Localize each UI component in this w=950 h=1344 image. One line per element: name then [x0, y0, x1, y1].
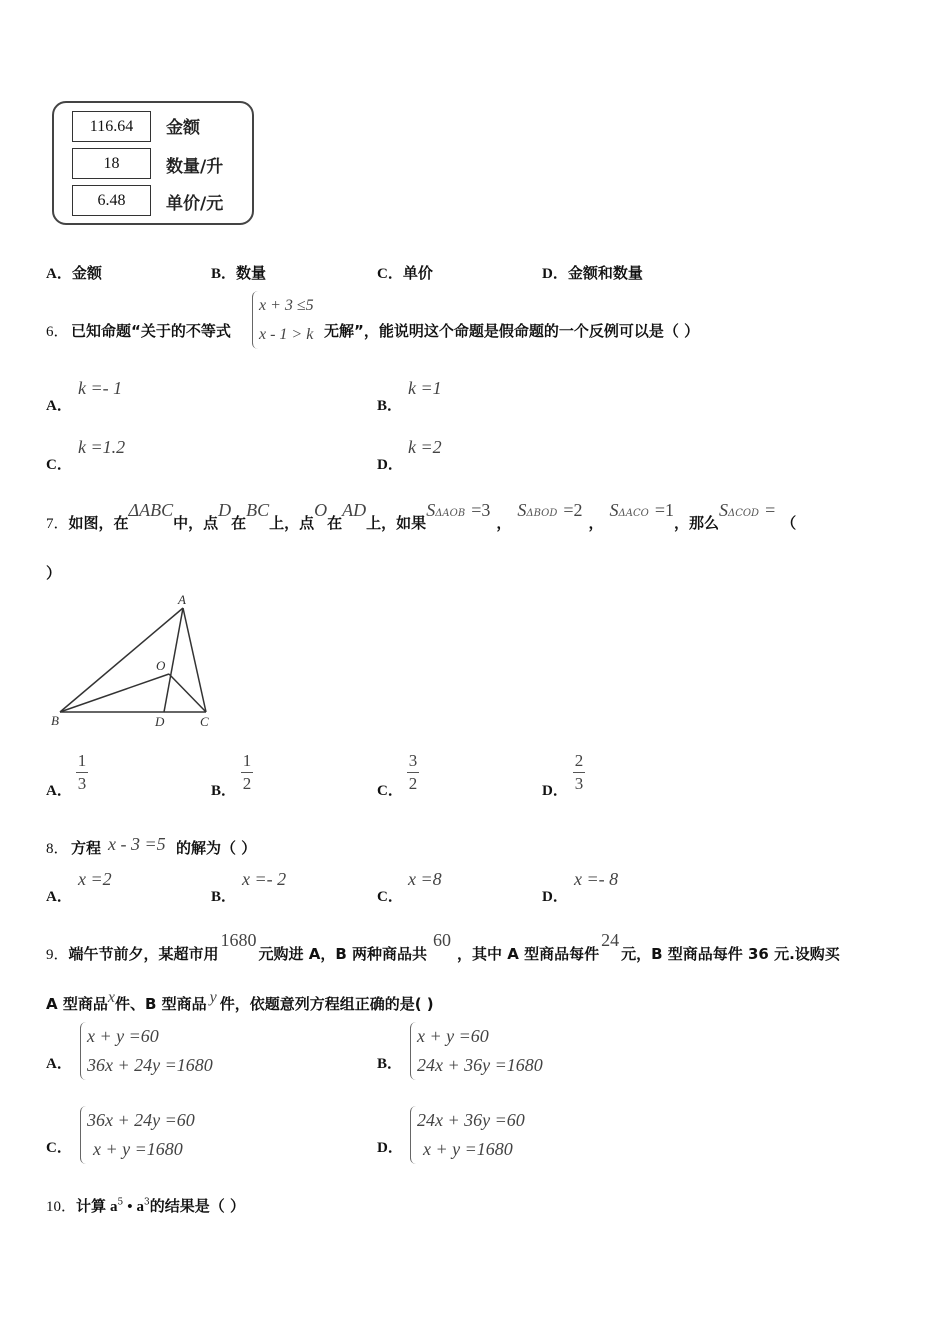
q7-option-b-letter[interactable]: B． [211, 783, 237, 799]
segment-ad [164, 608, 183, 712]
q9-option-b-system[interactable]: x + y =60 24x + 36y =1680 [410, 1022, 543, 1080]
label-c: C [200, 714, 209, 729]
pump-price-label: 单价/元 [166, 194, 224, 214]
q7-paren-close: ） [46, 564, 62, 582]
q8-option-a-expr[interactable]: x =2 [78, 869, 112, 889]
q6-option-a-expr[interactable]: k =- 1 [78, 378, 123, 398]
q6-option-b-letter[interactable]: B． [377, 398, 403, 414]
q6-option-a-letter[interactable]: A． [46, 398, 72, 414]
q8-option-c-letter[interactable]: C． [377, 889, 403, 905]
q9-option-b-letter[interactable]: B． [377, 1056, 403, 1072]
q8-option-b-expr[interactable]: x =- 2 [242, 869, 287, 889]
q6-option-c-letter[interactable]: C． [46, 457, 72, 473]
q9-option-a-letter[interactable]: A． [46, 1056, 72, 1072]
q6-stem-b: 无解”，能说明这个命题是假命题的一个反例可以是（ ） [324, 322, 700, 340]
q5-option-b[interactable]: B．数量 [211, 264, 267, 282]
q6-number: 6． [46, 324, 69, 340]
fuel-pump-display [52, 101, 254, 225]
q6-option-b-expr[interactable]: k =1 [408, 378, 442, 398]
edge-ac [183, 608, 206, 712]
q8-stem-b: 的解为（ ） [176, 839, 257, 857]
q8-stem-a: 方程 [71, 839, 102, 857]
q8-option-d-expr[interactable]: x =- 8 [574, 869, 619, 889]
q7-stem: 7．如图，在ΔABC中，点D在BC上，点O在AD上，如果SΔAOB =3，SΔBOD =2，SΔACO =1，那么SΔCOD =（ [46, 500, 797, 532]
q5-option-c[interactable]: C．单价 [377, 264, 433, 282]
pump-amount-value: 116.64 [72, 111, 151, 142]
q9-stem-line2: A 型商品x件、B 型商品 y 件，依题意列方程组正确的是( ) [46, 989, 434, 1013]
q5-option-a[interactable]: A．金额 [46, 264, 102, 282]
q9-option-c-system[interactable]: 36x + 24y =60 x + y =1680 [80, 1106, 195, 1164]
q8-option-d-letter[interactable]: D． [542, 889, 568, 905]
label-o: O [156, 658, 166, 673]
q9-option-d-system[interactable]: 24x + 36y =60 x + y =1680 [410, 1106, 525, 1164]
q6-option-d-expr[interactable]: k =2 [408, 437, 442, 457]
pump-quantity-label: 数量/升 [166, 157, 224, 177]
q7-option-b-fraction[interactable]: 1 2 [242, 751, 252, 793]
q6-inequality-system: x + 3 ≤5 x - 1 > k [252, 291, 314, 349]
q9-option-a-system[interactable]: x + y =60 36x + 24y =1680 [80, 1022, 213, 1080]
q6-option-d-letter[interactable]: D． [377, 457, 403, 473]
q7-option-a-fraction[interactable]: 1 3 [77, 751, 87, 793]
pump-quantity-value: 18 [72, 148, 151, 179]
segment-oc [169, 674, 206, 712]
q5-option-d[interactable]: D．金额和数量 [542, 264, 643, 282]
q8-number: 8． [46, 841, 69, 857]
q7-option-c-letter[interactable]: C． [377, 783, 403, 799]
q10-stem: 10．计算 $a^5$ • $a^3$的结果是（ ） [46, 1197, 245, 1215]
q8-option-c-expr[interactable]: x =8 [408, 869, 442, 889]
q8-option-a-letter[interactable]: A． [46, 889, 72, 905]
q8-equation: x - 3 =5 [108, 834, 166, 854]
q9-option-c-letter[interactable]: C． [46, 1140, 72, 1156]
q7-option-d-letter[interactable]: D． [542, 783, 568, 799]
label-d: D [155, 714, 165, 729]
q9-stem-line1: 9．端午节前夕，某超市用1680元购进 A，B 两种商品共60，其中 A 型商品每件24元，B 型商品每件 36 元.设购买 [46, 930, 840, 963]
label-a: A [178, 592, 186, 607]
q8-option-b-letter[interactable]: B． [211, 889, 237, 905]
q9-option-d-letter[interactable]: D． [377, 1140, 403, 1156]
segment-bo [60, 674, 169, 712]
q7-option-a-letter[interactable]: A． [46, 783, 72, 799]
q6-option-c-expr[interactable]: k =1.2 [78, 437, 126, 457]
pump-price-value: 6.48 [72, 185, 151, 216]
pump-amount-label: 金额 [166, 118, 200, 138]
q7-option-d-fraction[interactable]: 2 3 [574, 751, 584, 793]
q7-triangle-figure [46, 590, 221, 730]
label-b: B [51, 713, 59, 728]
q7-option-c-fraction[interactable]: 3 2 [408, 751, 418, 793]
q6-stem-a: 已知命题“关于的不等式 [71, 322, 231, 340]
